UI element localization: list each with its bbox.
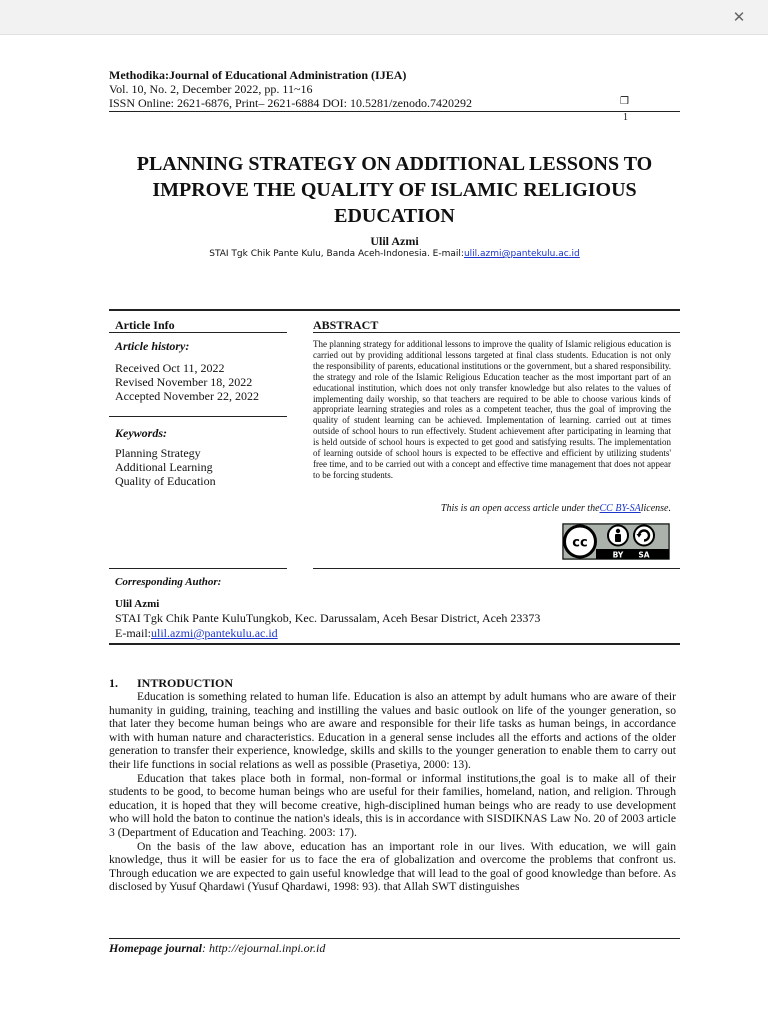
corresponding-author-name: Ulil Azmi [115,598,160,610]
accepted-date: Accepted November 22, 2022 [115,389,259,403]
corresponding-author-address: STAI Tgk Chik Pante KuluTungkob, Kec. Darussalam, Aceh Besar District, Aceh 23373 [115,611,541,625]
journal-issn-doi: ISSN Online: 2621-6876, Print– 2621-6884 DOI: 10.5281/zenodo.7420292 [109,96,472,110]
page-number: 1 [623,112,628,123]
affiliation-text: STAI Tgk Chik Pante Kulu, Banda Aceh-Indonesia. E-mail: [209,249,464,259]
page-mark-icon: ❒ [620,96,629,107]
abstract-text: The planning strategy for additional lessons to improve the quality of Islamic religious education is carried out by providing additional lessons targeted at final class students. Education is not only the responsibility of parents, educational institutions or the government, but a shared responsibility. the strategy and role of the Islamic Religious Education teacher as the most important part of an educational institution, which does not only transfer knowledge but also relates to the values of implementing daily worship, so that teachers are required to be able to choose various kinds of appropriate learning strategies and roles as a competent teacher, thus the goal of improving the quality of student learning can be achieved. Implementation of learning. carried out at times outside of school hours to run effectively. Student achievement after participating in learning that is held outside of school hours is expected to get good and satisfying results. The implementation of learning outside of school hours is expected to be effective and efficient by utilizing students' free time, and to be carried out with a concept and effective time management that does not appear to be forcing students. [313,339,671,480]
open-access-suffix: license. [640,503,671,514]
journal-volume: Vol. 10, No. 2, December 2022, pp. 11~16 [109,82,313,96]
article-title-line: PLANNING STRATEGY ON ADDITIONAL LESSONS TO [136,153,653,175]
journal-title: Methodika:Journal of Educational Administration (IJEA) [109,68,407,82]
open-access-prefix: This is an open access article under the [440,503,600,514]
footer-homepage [109,941,325,956]
info-section-bottom-rule [109,643,680,645]
abstract-bottom-rule [313,568,680,569]
close-icon[interactable]: ✕ [732,8,746,26]
sa-icon [634,526,654,546]
keyword-item: Planning Strategy [115,446,201,460]
author-affiliation [109,249,680,259]
author-name: Ulil Azmi [370,234,419,248]
body-paragraph: On the basis of the law above, education has an important role in our lives. With education, we will gain knowledge, thus it will be easier for us to face the era of globalization and overcome the problems that confront us. Through education we are expected to gain useful knowledge that will lead to the goal of good knowledge than before. As disclosed by Yusuf Qhardawi (Yusuf Qhardawi, 1998: 93). that Allah SWT distinguishes [109,839,676,894]
info-bottom-rule [109,568,287,569]
revised-date: Revised November 18, 2022 [115,375,253,389]
introduction-heading [109,676,233,691]
badge-sa-label: SA [638,550,650,560]
keyword-item: Additional Learning [115,460,213,474]
footer-divider [109,938,680,939]
cc-icon-text: cc [572,535,588,551]
corresponding-email-link[interactable]: ulil.azmi@pantekulu.ac.id [151,626,278,640]
abstract-heading: ABSTRACT [313,318,379,332]
article-title-line: EDUCATION [334,205,455,227]
affiliation-email-link[interactable]: ulil.azmi@pantekulu.ac.id [463,249,580,259]
by-person-head [616,529,620,533]
keywords-label: Keywords: [115,426,167,440]
info-heading-rule [109,332,287,333]
header-divider [109,111,680,112]
viewer-toolbar [0,0,768,35]
open-access-statement [313,503,671,514]
footer-label: Homepage journal [109,941,203,955]
info-top-rule [109,309,680,311]
body-paragraph: Education is something related to human life. Education is also an attempt by adult humans who are aware of their humanity in guiding, training, teaching and instilling the values and basic outlook on life of the younger generation, so that later they become human beings who are aware and responsible for their life tasks as human beings, in accordance with with human nature and characteristics. Education in a general sense includes all the efforts and actions of the older generation to transfer their experience, knowledge, skills and skills to the younger generation to enable them to carry out their life functions in social relations as well as possible (Prasetiya, 2000: 13). [109,690,676,771]
keyword-item: Quality of Education [115,474,216,488]
article-history-label: Article history: [115,339,190,353]
email-prefix: E-mail: [115,626,151,640]
section-title: INTRODUCTION [137,676,234,690]
corresponding-author-email [115,626,278,641]
abstract-heading-rule [313,332,680,333]
by-person-body [615,534,621,542]
history-divider [109,416,287,417]
article-info-heading: Article Info [115,318,175,332]
badge-by-label: BY [612,550,624,560]
article-title [109,151,680,229]
footer-url[interactable]: : http://ejournal.inpi.or.id [202,941,326,955]
license-link[interactable]: CC BY-SA [599,503,641,514]
section-number: 1. [109,676,118,690]
introduction-body [109,690,676,894]
received-date: Received Oct 11, 2022 [115,361,225,375]
body-paragraph: Education that takes place both in formal, non-formal or informal institutions,the goal is to make all of their students to be good, to become human beings who are useful for their families, homeland, nation, and religion. Through education, it is hoped that they will become creative, high-disciplined human beings who are ready to use development who will hold the baton to continue the nation's ideals, this is in accordance with SISDIKNAS Law No. 20 of 2003 article 3 (Department of Education and Teaching. 2003: 17). [109,771,676,839]
corresponding-author-label: Corresponding Author: [115,576,222,588]
cc-by-sa-badge[interactable] [562,523,670,560]
badge-strip [596,549,669,559]
article-title-line: IMPROVE THE QUALITY OF ISLAMIC RELIGIOUS [152,179,637,201]
